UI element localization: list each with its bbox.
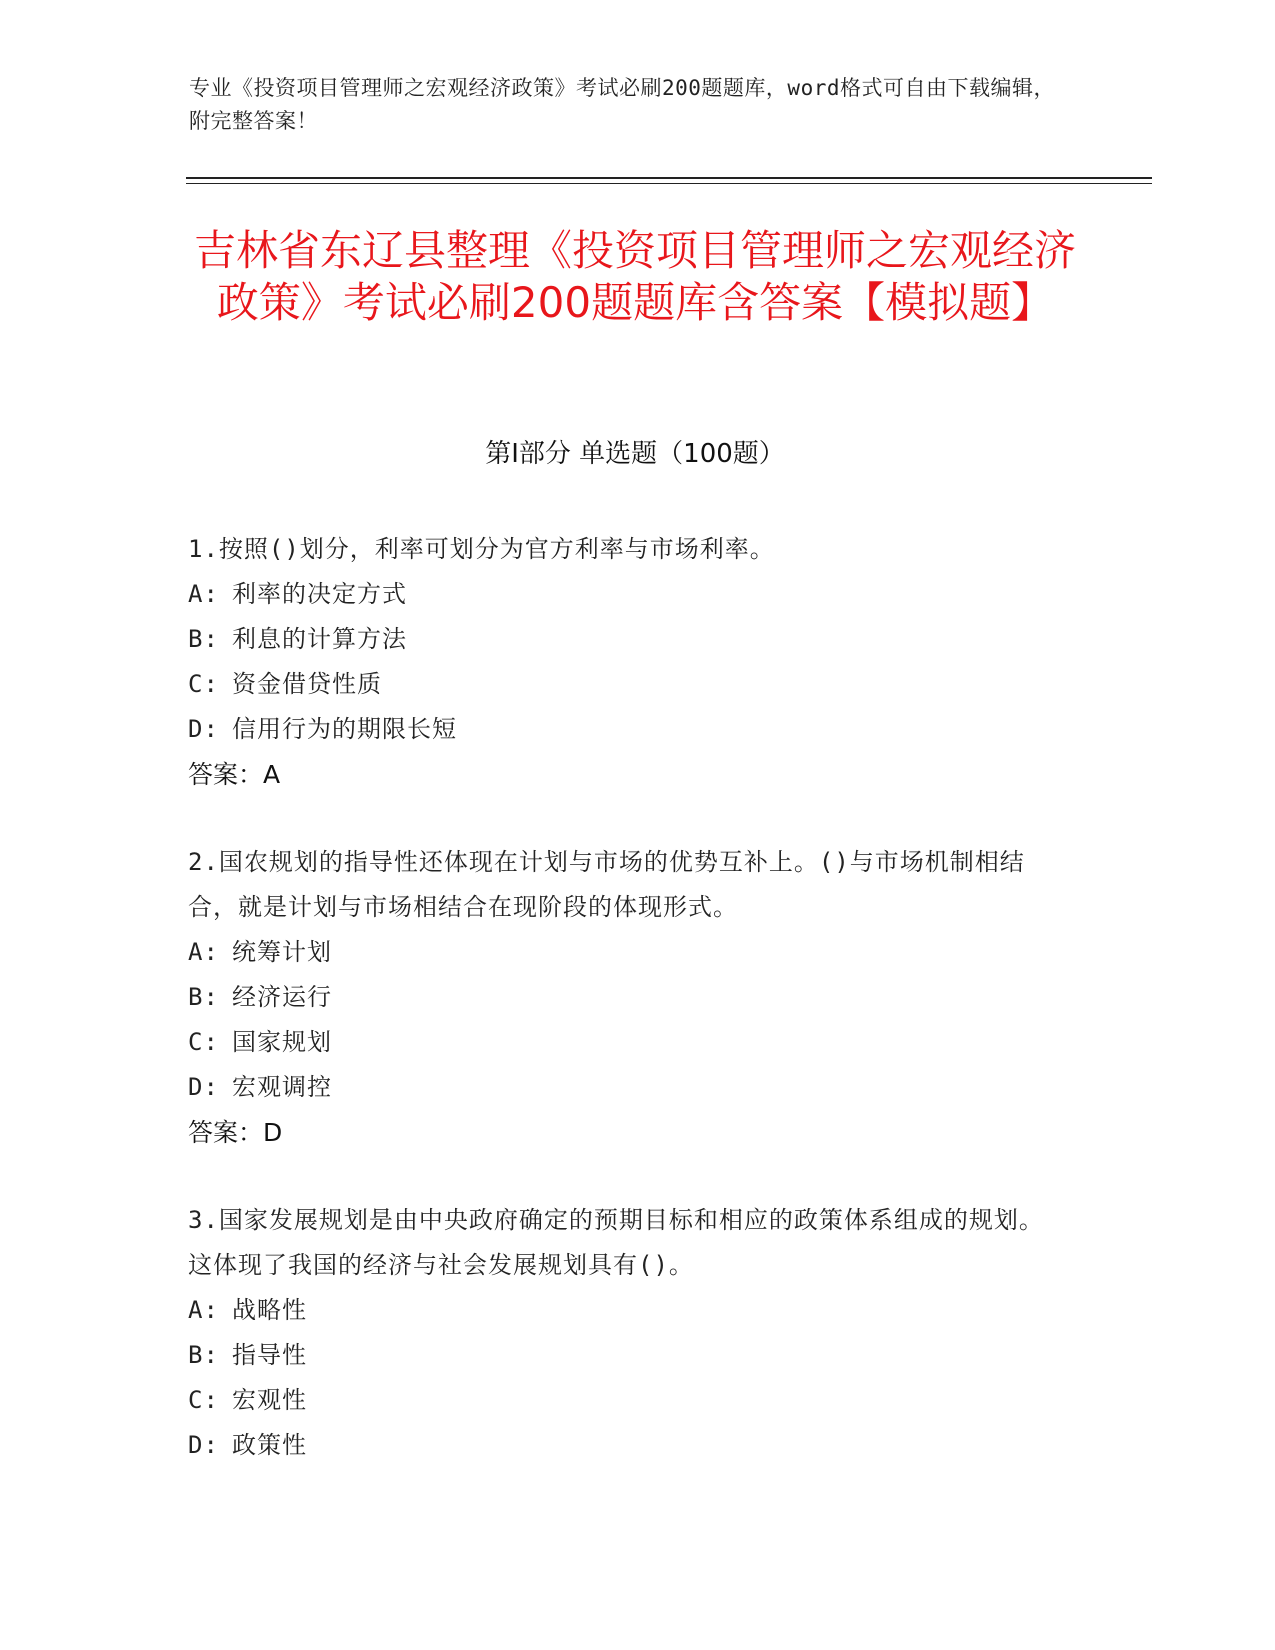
option-letter: B: — [188, 1341, 219, 1369]
option-text: 利率的决定方式 — [232, 580, 407, 608]
option-d — [188, 1065, 1068, 1110]
option-letter: B: — [188, 625, 219, 653]
option-a — [188, 1288, 1068, 1333]
question-item — [188, 1198, 1068, 1468]
section-title: 第Ⅰ部分 单选题（100题） — [485, 439, 785, 469]
option-letter: C: — [188, 670, 219, 698]
option-d — [188, 707, 1068, 752]
question-list — [188, 527, 1068, 1511]
option-text: 宏观性 — [232, 1386, 307, 1414]
question-text: 1.按照()划分，利率可划分为官方利率与市场利率。 — [188, 535, 775, 563]
option-letter: D: — [188, 1431, 219, 1459]
option-text: 战略性 — [232, 1296, 307, 1324]
option-letter: A: — [188, 580, 219, 608]
option-letter: A: — [188, 938, 219, 966]
option-text: 利息的计算方法 — [232, 625, 407, 653]
option-b — [188, 617, 1068, 662]
option-letter: A: — [188, 1296, 219, 1324]
header-note: 专业《投资项目管理师之宏观经济政策》考试必刷200题题库，word格式可自由下载编辑，附完整答案！ — [189, 76, 1055, 133]
question-text: 3.国家发展规划是由中央政府确定的预期目标和相应的政策体系组成的规划。这体现了我国的经济与社会发展规划具有()。 — [188, 1206, 1044, 1279]
option-c — [188, 662, 1068, 707]
option-text: 资金借贷性质 — [232, 670, 382, 698]
document-title: 吉林省东辽县整理《投资项目管理师之宏观经济政策》考试必刷200题题库含答案【模拟题】 — [193, 226, 1076, 327]
option-b — [188, 975, 1068, 1020]
header-divider-thick — [186, 177, 1152, 179]
question-text: 2.国农规划的指导性还体现在计划与市场的优势互补上。()与市场机制相结合，就是计划与市场相结合在现阶段的体现形式。 — [188, 848, 1025, 921]
option-letter: B: — [188, 983, 219, 1011]
option-text: 宏观调控 — [232, 1073, 332, 1101]
option-a — [188, 930, 1068, 975]
option-text: 国家规划 — [232, 1028, 332, 1056]
option-letter: D: — [188, 1073, 219, 1101]
option-letter: C: — [188, 1028, 219, 1056]
option-c — [188, 1378, 1068, 1423]
question-item — [188, 840, 1068, 1155]
answer-line: 答案：D — [188, 1118, 283, 1147]
option-text: 经济运行 — [232, 983, 332, 1011]
option-text: 信用行为的期限长短 — [232, 715, 457, 743]
option-text: 指导性 — [232, 1341, 307, 1369]
option-d — [188, 1423, 1068, 1468]
answer-line: 答案：A — [188, 760, 281, 789]
option-text: 统筹计划 — [232, 938, 332, 966]
question-item — [188, 527, 1068, 797]
option-letter: C: — [188, 1386, 219, 1414]
option-letter: D: — [188, 715, 219, 743]
option-text: 政策性 — [232, 1431, 307, 1459]
option-a — [188, 572, 1068, 617]
option-b — [188, 1333, 1068, 1378]
header-divider-thin — [186, 183, 1152, 184]
option-c — [188, 1020, 1068, 1065]
